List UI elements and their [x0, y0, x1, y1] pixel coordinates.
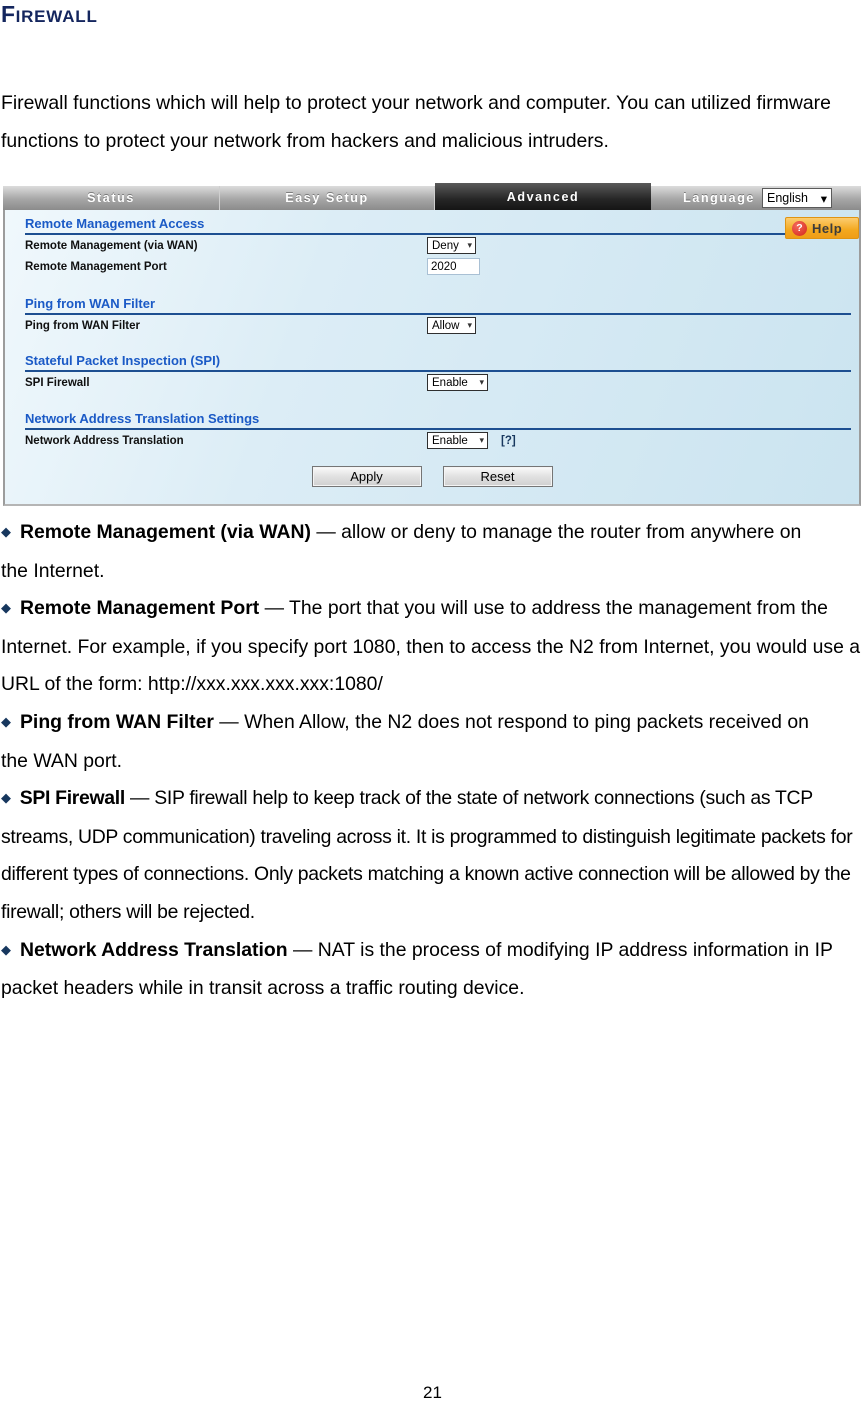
row-network-address-translation: [5, 430, 859, 451]
bullet-text: — SIP firewall help to keep track of the state of network connections (such as TCP streams, UDP communication) traveling across it. It is programmed to distinguish legitimate packets for different types of connections. Only packets matching a known active connection will be allowed by the firewall; others will be rejected.: [1, 787, 853, 923]
field-label-remote-management-via-wan: Remote Management (via WAN): [25, 239, 198, 252]
page-number: 21: [423, 1383, 442, 1402]
ping-from-wan-filter-select-value: Allow: [432, 319, 460, 332]
section-title-remote-management-access: Remote Management Access: [25, 210, 788, 235]
bullet-ping-from-wan-filter: [1, 704, 825, 780]
ping-from-wan-filter-select[interactable]: [427, 317, 476, 334]
router-tab-bar: [3, 183, 861, 210]
section-title-nat-settings: Network Address Translation Settings: [25, 393, 851, 430]
nat-select-value: Enable: [432, 434, 468, 447]
bullet-remote-management-port: [1, 590, 865, 704]
row-spi-firewall: [5, 372, 859, 393]
router-config-panel: [3, 210, 861, 506]
bullet-spi-firewall: [1, 780, 865, 931]
bullet-lead: Remote Management Port: [20, 597, 260, 620]
row-remote-management-port: [5, 256, 859, 277]
tab-advanced[interactable]: Advanced: [435, 183, 651, 210]
remote-management-wan-select[interactable]: [427, 237, 476, 254]
bullet-text: — allow or deny to manage the router from anywhere on the Internet.: [1, 521, 802, 582]
nat-select[interactable]: [427, 432, 488, 449]
router-config-screenshot: [3, 183, 861, 506]
page-title: [1, 1, 98, 28]
intro-paragraph: Firewall functions which will help to protect your network and computer. You can utilized firmware functions to protect your network from hackers and malicious intruders.: [1, 92, 831, 152]
bullet-text: — When Allow, the N2 does not respond to ping packets received on the WAN port.: [1, 710, 809, 772]
field-label-remote-management-port: Remote Management Port: [25, 260, 167, 273]
bullet-diamond-icon: ◆: [1, 600, 11, 616]
nat-help-hint-link[interactable]: [?]: [501, 434, 516, 447]
field-label-ping-from-wan-filter: Ping from WAN Filter: [25, 319, 140, 332]
reset-button[interactable]: Reset: [443, 466, 553, 487]
field-explanations: [1, 514, 865, 1008]
page-title-rest: IREWALL: [15, 7, 98, 26]
row-remote-management-via-wan: [5, 235, 859, 256]
section-title-stateful-packet-inspection: Stateful Packet Inspection (SPI): [25, 336, 851, 372]
bullet-lead: SPI Firewall: [19, 787, 125, 810]
bullet-remote-management-wan: [1, 514, 809, 590]
bullet-network-address-translation: [1, 932, 849, 1008]
section-title-ping-from-wan-filter: Ping from WAN Filter: [25, 277, 851, 315]
help-button-label: Help: [812, 220, 843, 236]
remote-management-port-input[interactable]: [427, 258, 480, 275]
bullet-lead: Ping from WAN Filter: [20, 710, 214, 733]
bullet-lead: Network Address Translation: [20, 938, 288, 961]
bullet-text: — The port that you will use to address the management from the Internet. For example, if you specify port 1080, then to access the N2 from Internet, you would use a URL of the form: http://xxx.xxx.xxx.xxx:1080/: [1, 597, 861, 696]
chevron-down-icon: ▾: [479, 435, 484, 445]
chevron-down-icon: ▾: [479, 377, 484, 387]
field-label-network-address-translation: Network Address Translation: [25, 434, 184, 447]
row-ping-from-wan-filter: [5, 315, 859, 336]
language-label: Language: [683, 191, 755, 205]
help-question-icon: ?: [792, 221, 807, 236]
page-title-initial: F: [1, 1, 16, 27]
bullet-diamond-icon: ◆: [1, 790, 11, 806]
tab-easy-setup[interactable]: Easy Setup: [220, 186, 435, 210]
language-select[interactable]: [762, 188, 832, 208]
bullet-lead: Remote Management (via WAN): [20, 521, 311, 543]
bullet-text: — NAT is the process of modifying IP address information in IP packet headers while in transit across a traffic routing device.: [1, 938, 833, 1000]
spi-firewall-select-value: Enable: [432, 376, 468, 389]
spi-firewall-select[interactable]: [427, 374, 488, 391]
help-button[interactable]: [785, 217, 859, 239]
chevron-down-icon: ▾: [467, 320, 472, 330]
form-buttons-row: [5, 466, 859, 487]
bullet-diamond-icon: ◆: [1, 713, 11, 729]
apply-button[interactable]: Apply: [312, 466, 422, 487]
tab-status[interactable]: Status: [3, 186, 220, 210]
bullet-diamond-icon: ◆: [1, 941, 11, 957]
field-label-spi-firewall: SPI Firewall: [25, 376, 90, 389]
chevron-down-icon: ▾: [467, 240, 472, 250]
language-select-value: English: [767, 191, 808, 205]
language-zone: [651, 186, 861, 210]
remote-management-wan-select-value: Deny: [432, 239, 459, 252]
chevron-down-icon: ▾: [820, 191, 827, 206]
bullet-diamond-icon: ◆: [1, 524, 11, 539]
